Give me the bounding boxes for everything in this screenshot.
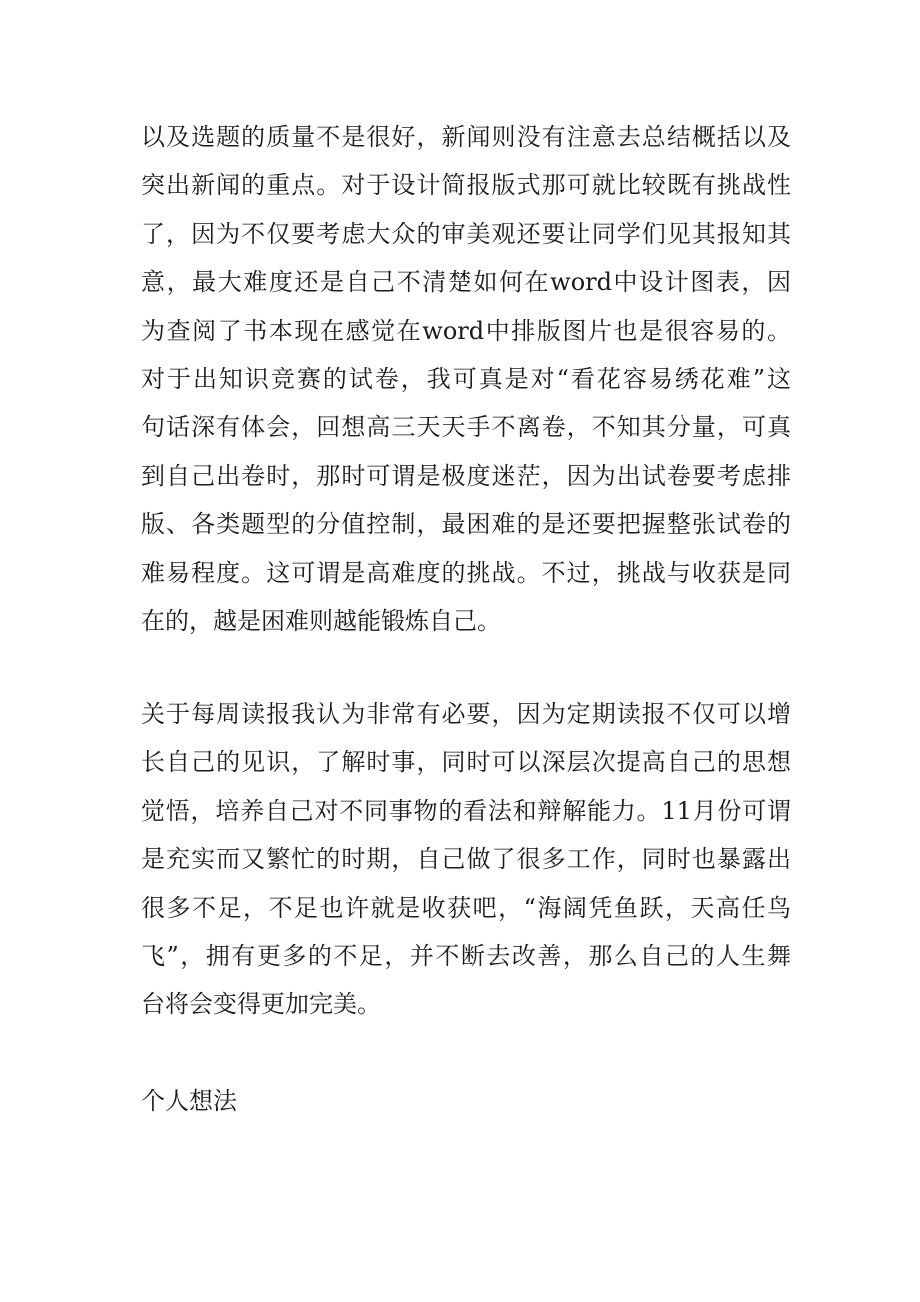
text-line: 觉悟，培养自己对不同事物的看法和辩解能力。11月份可谓 xyxy=(141,796,791,825)
text-line: 长自己的见识，了解时事，同时可以深层次提高自己的思想 xyxy=(141,748,791,777)
text-line: 在的，越是困难则越能锻炼自己。 xyxy=(141,606,501,635)
section-heading xyxy=(141,1077,791,1125)
text-line: 版、各类题型的分值控制，最困难的是还要把握整张试卷的 xyxy=(141,510,791,539)
paragraph-weekly-reading xyxy=(141,690,791,1029)
paragraph-reflection-tasks xyxy=(141,113,791,645)
text-line: 了，因为不仅要考虑大众的审美观还要让同学们见其报知其 xyxy=(141,219,791,248)
text-line: 对于出知识竞赛的试卷，我可真是对“看花容易绣花难”这 xyxy=(141,364,791,393)
section-heading-text: 个人想法 xyxy=(141,1087,237,1115)
text-line: 以及选题的质量不是很好，新闻则没有注意去总结概括以及 xyxy=(141,123,791,151)
text-line: 很多不足，不足也许就是收获吧，“海阔凭鱼跃，天高任鸟 xyxy=(141,893,791,922)
text-line: 难易程度。这可谓是高难度的挑战。不过，挑战与收获是同 xyxy=(141,558,791,587)
text-line: 是充实而又繁忙的时期，自己做了很多工作，同时也暴露出 xyxy=(141,845,791,874)
text-line: 突出新闻的重点。对于设计简报版式那可就比较既有挑战性 xyxy=(141,171,791,200)
text-line: 关于每周读报我认为非常有必要，因为定期读报不仅可以增 xyxy=(141,700,791,728)
text-line: 到自己出卷时，那时可谓是极度迷茫，因为出试卷要考虑排 xyxy=(141,461,791,490)
text-line: 句话深有体会，回想高三天天手不离卷，不知其分量，可真 xyxy=(141,413,791,442)
text-line: 为查阅了书本现在感觉在word中排版图片也是很容易的。 xyxy=(141,316,791,345)
text-line: 台将会变得更加完美。 xyxy=(141,990,381,1019)
text-line: 意，最大难度还是自己不清楚如何在word中设计图表，因 xyxy=(141,268,791,297)
text-line: 飞”，拥有更多的不足，并不断去改善，那么自己的人生舞 xyxy=(141,941,791,970)
